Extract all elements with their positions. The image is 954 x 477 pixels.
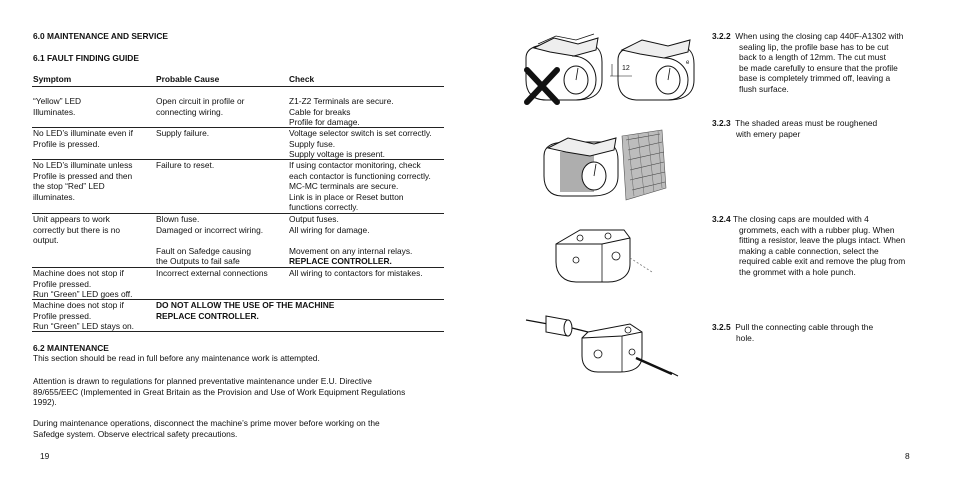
section-heading: 6.0 MAINTENANCE AND SERVICE [33, 31, 168, 41]
step-number: 3.2.2 [712, 31, 731, 41]
column-header-check: Check [289, 74, 315, 84]
step-3-2-5: 3.2.5 Pull the connecting cable through the hole. [712, 322, 874, 343]
table-row-5-symptom: Machine does not stop if Profile pressed. Run “Green” LED goes off. [33, 268, 133, 300]
maintenance-intro: This section should be read in full before any maintenance work is attempted. [33, 353, 320, 363]
table-row-2-cause: Supply failure. [156, 128, 210, 138]
table-row-1-cause: Open circuit in profile or connecting wiring. [156, 96, 245, 117]
dimension-label: 12 [622, 65, 630, 72]
step-number: 3.2.5 [712, 322, 731, 332]
table-row-6-cause: DO NOT ALLOW THE USE OF THE MACHINE REPLACE CONTROLLER. [156, 300, 335, 321]
table-row-5-check: All wiring to contactors for mistakes. [289, 268, 423, 278]
corner-mark-label: e [686, 60, 690, 66]
table-row-3-check: If using contactor monitoring, check each contactor is functioning correctly. MC-MC terminals are secure. Link is in place or Reset button functions correctly. [289, 160, 431, 213]
table-row-4-symptom: Unit appears to work correctly but there is no output. [33, 214, 121, 246]
page-number-right: 8 [905, 451, 910, 461]
step-3-2-3: 3.2.3 The shaded areas must be roughened with emery paper [712, 118, 878, 139]
cable-through-hole-figure [522, 306, 682, 386]
step-3-2-4: 3.2.4 The closing caps are moulded with 4 grommets, each with a rubber plug. When fitting a resistor, leave the plugs intact. When making a cable connection, select the required cable exit and remove the plug from the grommet with a hole punch. [712, 214, 906, 277]
table-row-5-cause: Incorrect external connections [156, 268, 268, 278]
table-header-rule [32, 86, 444, 87]
disconnect-paragraph: During maintenance operations, disconnect the machine’s prime mover before working on the Safedge system. Observe electrical safety precautions. [33, 418, 380, 439]
fault-finding-heading: 6.1 FAULT FINDING GUIDE [33, 53, 139, 63]
column-header-symptom: Symptom [33, 74, 72, 84]
roughening-figure [538, 126, 668, 204]
step-number: 3.2.3 [712, 118, 731, 128]
table-row-2-symptom: No LED’s illuminate even if Profile is pressed. [33, 128, 133, 149]
cross-mark-icon [525, 68, 559, 104]
step-3-2-2: 3.2.2 When using the closing cap 440F-A1302 with sealing lip, the profile base has to be cut back to a length of 12mm. The cut must be made carefully to ensure that the profile base is completely trimmed off, leaving a flush surface. [712, 31, 904, 94]
table-row-3-cause: Failure to reset. [156, 160, 215, 170]
table-row-4-check: Output fuses. All wiring for damage. Movement on any internal relays. REPLACE CONTROLLER. [289, 214, 413, 267]
table-row-3-symptom: No LED’s illuminate unless Profile is pressed and then the stop “Red” LED illuminates. [33, 160, 133, 202]
closing-cap-figure [550, 218, 660, 288]
table-row-1-check: Z1-Z2 Terminals are secure. Cable for breaks Profile for damage. [289, 96, 394, 128]
step-number: 3.2.4 [712, 214, 731, 224]
table-bottom-rule [32, 331, 444, 332]
table-row-4-cause: Blown fuse. Damaged or incorrect wiring. Fault on Safedge causing the Outputs to fail safe [156, 214, 264, 267]
maintenance-heading: 6.2 MAINTENANCE [33, 343, 109, 353]
table-row-6-symptom: Machine does not stop if Profile pressed. Run “Green” LED stays on. [33, 300, 135, 332]
table-row-2-check: Voltage selector switch is set correctly. Supply fuse. Supply voltage is present. [289, 128, 432, 160]
table-row-1-symptom: “Yellow” LED Illuminates. [33, 96, 82, 117]
attention-paragraph: Attention is drawn to regulations for planned preventative maintenance under E.U. Directive 89/655/EEC (Implemented in Great Britain as the Provision and Use of Work Equipment Regulations 1992). [33, 376, 406, 408]
page-number-left: 19 [40, 451, 50, 461]
column-header-cause: Probable Cause [156, 74, 220, 84]
